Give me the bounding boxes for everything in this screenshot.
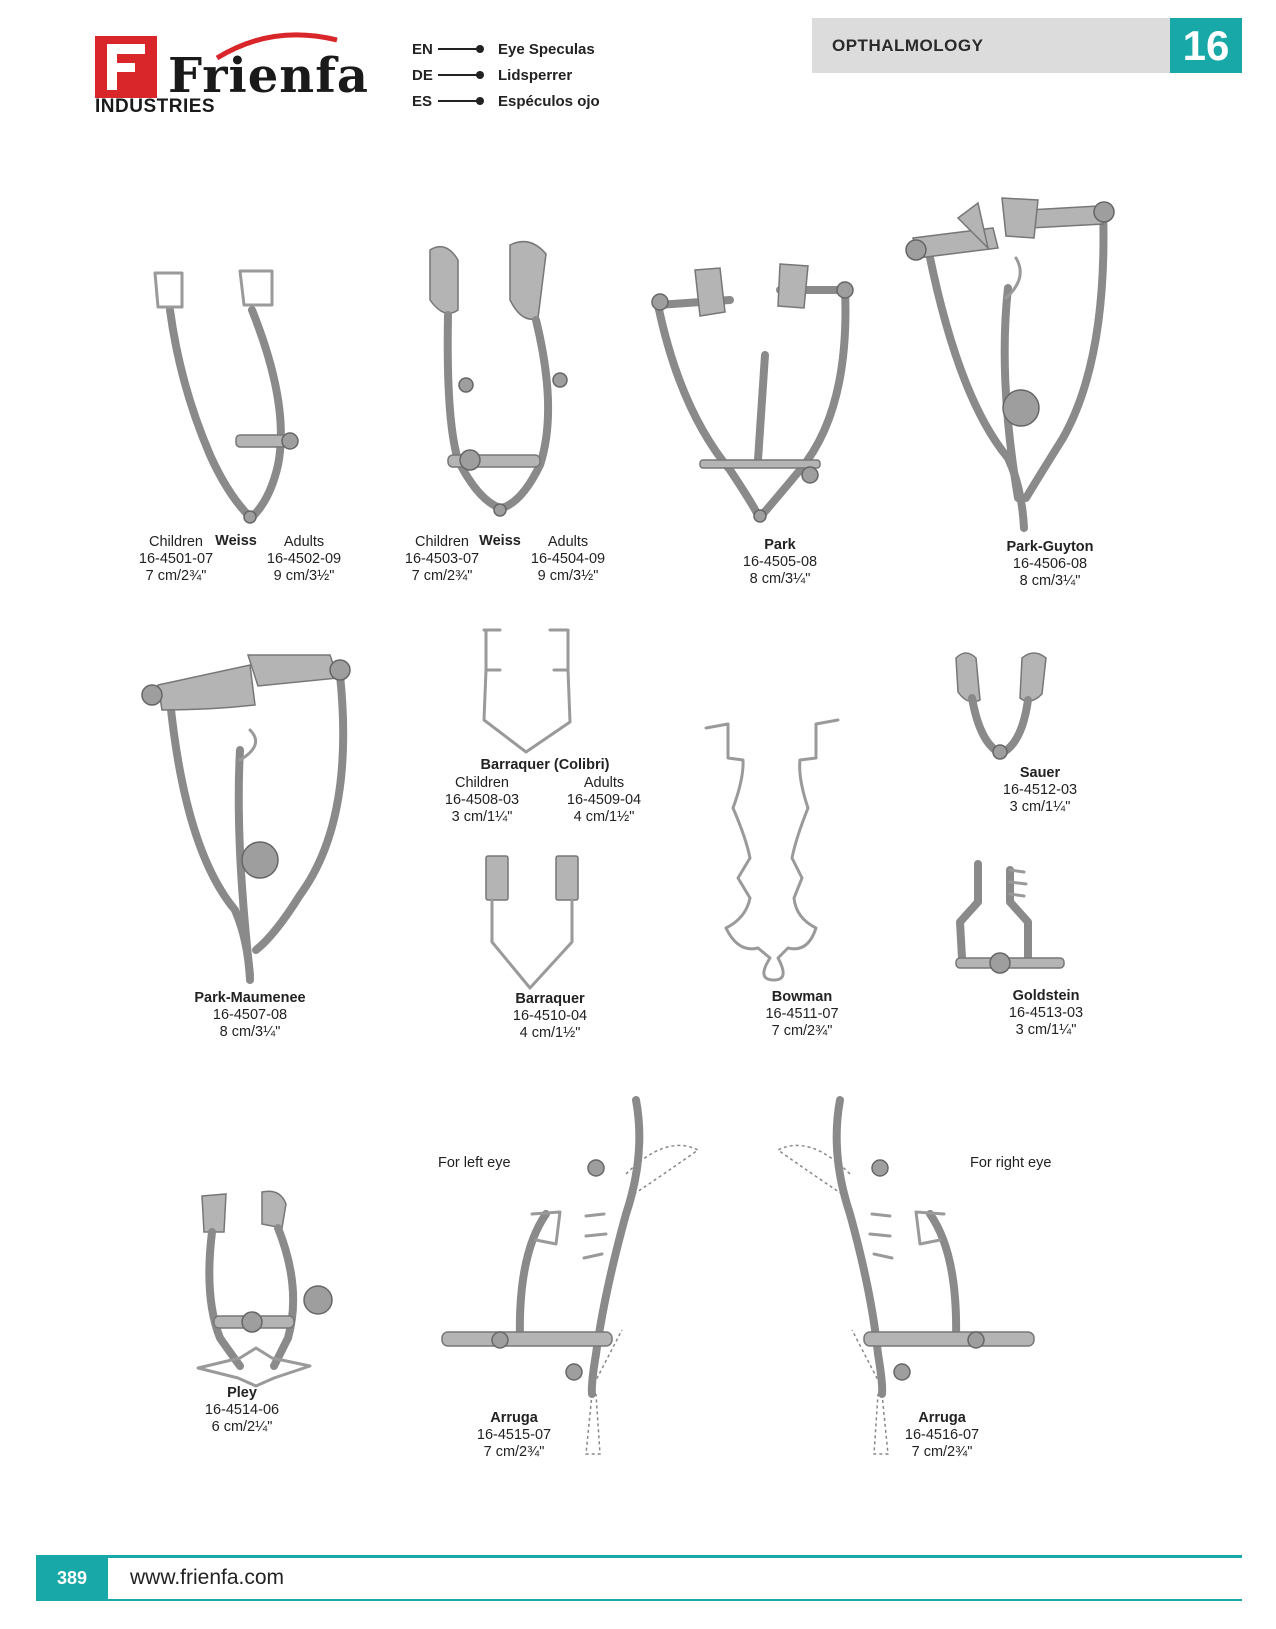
lang-code: EN (412, 40, 433, 58)
barraquer-colibri-speculum-illustration (478, 630, 578, 755)
product-size: 9 cm/3½" (537, 568, 599, 584)
product-name: Park-Guyton (1006, 539, 1094, 555)
barraquer-caption (470, 991, 630, 1042)
lang-text: Espéculos ojo (498, 92, 600, 110)
footer-rule-top (36, 1555, 1242, 1558)
product-code: 16-4509-04 (566, 792, 642, 808)
park-guyton-speculum-illustration (898, 198, 1138, 538)
product-code: 16-4514-06 (204, 1402, 280, 1418)
product-code: 16-4516-07 (904, 1427, 980, 1443)
park-speculum-illustration (640, 260, 870, 530)
arruga-left-note: For left eye (438, 1155, 511, 1171)
lang-code: ES (412, 92, 433, 110)
product-code: 16-4512-03 (1002, 782, 1078, 798)
product-name: Sauer (1019, 765, 1061, 781)
product-size: 3 cm/1¼" (1015, 1022, 1077, 1038)
category-title: OPTHALMOLOGY (832, 36, 984, 55)
product-name: Weiss (215, 533, 257, 549)
product-code: 16-4505-08 (742, 554, 818, 570)
park-maumenee-caption (170, 990, 330, 1041)
product-name: Park (764, 537, 796, 553)
sauer-caption (960, 765, 1120, 816)
product-code: 16-4501-07 (138, 551, 214, 567)
product-size: 4 cm/1½" (519, 1025, 581, 1041)
barraquer-colibri-adults-caption (556, 775, 652, 826)
product-name: Barraquer (515, 991, 585, 1007)
pley-caption (162, 1385, 322, 1436)
product-name: Barraquer (Colibri) (480, 757, 610, 773)
size-group-label: Adults (283, 534, 325, 550)
product-size: 7 cm/2¾" (411, 568, 473, 584)
product-code: 16-4503-07 (404, 551, 480, 567)
weiss-adults-caption (518, 534, 618, 585)
website-link[interactable]: www.frienfa.com (130, 1566, 285, 1589)
product-size: 6 cm/2¼" (211, 1419, 273, 1435)
product-size: 8 cm/3¼" (1019, 573, 1081, 589)
weiss-adults-caption (254, 534, 354, 585)
chapter-number: 16 (1170, 18, 1242, 73)
product-code: 16-4507-08 (212, 1007, 288, 1023)
barraquer-colibri-children-caption (434, 775, 530, 826)
weiss-speculum-illustration (140, 265, 310, 545)
product-size: 7 cm/2¾" (145, 568, 207, 584)
lang-code: DE (412, 66, 433, 84)
product-code: 16-4515-07 (476, 1427, 552, 1443)
language-row-es (412, 90, 600, 112)
product-size: 7 cm/2¾" (911, 1444, 973, 1460)
product-name: Bowman (771, 989, 833, 1005)
pley-speculum-illustration (190, 1188, 340, 1388)
bowman-speculum-illustration (698, 718, 848, 983)
connector-line (438, 48, 480, 50)
connector-line (438, 100, 480, 102)
park-caption (700, 537, 860, 588)
barraquer-colibri-title (445, 757, 645, 774)
product-code: 16-4506-08 (1012, 556, 1088, 572)
product-size: 7 cm/2¾" (771, 1023, 833, 1039)
page-number: 389 (36, 1558, 108, 1599)
goldstein-retractor-illustration (950, 862, 1070, 982)
product-name: Arruga (490, 1410, 538, 1426)
size-group-label: Children (149, 534, 203, 550)
product-code: 16-4513-03 (1008, 1005, 1084, 1021)
lang-text: Lidsperrer (498, 66, 573, 84)
brand-logo-mark (95, 36, 157, 98)
product-size: 7 cm/2¾" (483, 1444, 545, 1460)
product-size: 4 cm/1½" (573, 809, 635, 825)
arruga-left-eye-retractor-illustration (436, 1094, 706, 1454)
product-size: 9 cm/3½" (273, 568, 335, 584)
arruga-right-caption (862, 1410, 1022, 1461)
size-group-label: Children (415, 534, 469, 550)
park-maumenee-speculum-illustration (140, 650, 370, 990)
brand-name: Frienfa (168, 48, 369, 104)
sauer-speculum-illustration (952, 648, 1052, 763)
product-size: 8 cm/3¼" (749, 571, 811, 587)
bowman-caption (722, 989, 882, 1040)
size-group-label: Adults (547, 534, 589, 550)
product-code: 16-4510-04 (512, 1008, 588, 1024)
product-name: Park-Maumenee (194, 990, 306, 1006)
arruga-right-eye-retractor-illustration (770, 1094, 1040, 1454)
weiss-speculum-illustration (418, 240, 588, 540)
product-size: 3 cm/1¼" (451, 809, 513, 825)
arruga-left-caption (434, 1410, 594, 1461)
size-group-label: Children (455, 775, 509, 791)
product-code: 16-4504-09 (530, 551, 606, 567)
park-guyton-caption (960, 539, 1140, 590)
product-size: 3 cm/1¼" (1009, 799, 1071, 815)
footer-rule-bottom (36, 1599, 1242, 1601)
language-row-en (412, 38, 595, 60)
language-row-de (412, 64, 572, 86)
goldstein-caption (966, 988, 1126, 1039)
product-name: Weiss (479, 533, 521, 549)
product-code: 16-4502-09 (266, 551, 342, 567)
product-name: Arruga (918, 1410, 966, 1426)
brand-subtitle: INDUSTRIES (95, 96, 216, 117)
product-code: 16-4511-07 (765, 1006, 839, 1022)
barraquer-speculum-illustration (482, 852, 582, 992)
arruga-right-note: For right eye (970, 1155, 1052, 1171)
connector-line (438, 74, 480, 76)
product-name: Goldstein (1012, 988, 1080, 1004)
size-group-label: Adults (583, 775, 625, 791)
product-name: Pley (227, 1385, 257, 1401)
product-size: 8 cm/3¼" (219, 1024, 281, 1040)
lang-text: Eye Speculas (498, 40, 595, 58)
product-code: 16-4508-03 (444, 792, 520, 808)
